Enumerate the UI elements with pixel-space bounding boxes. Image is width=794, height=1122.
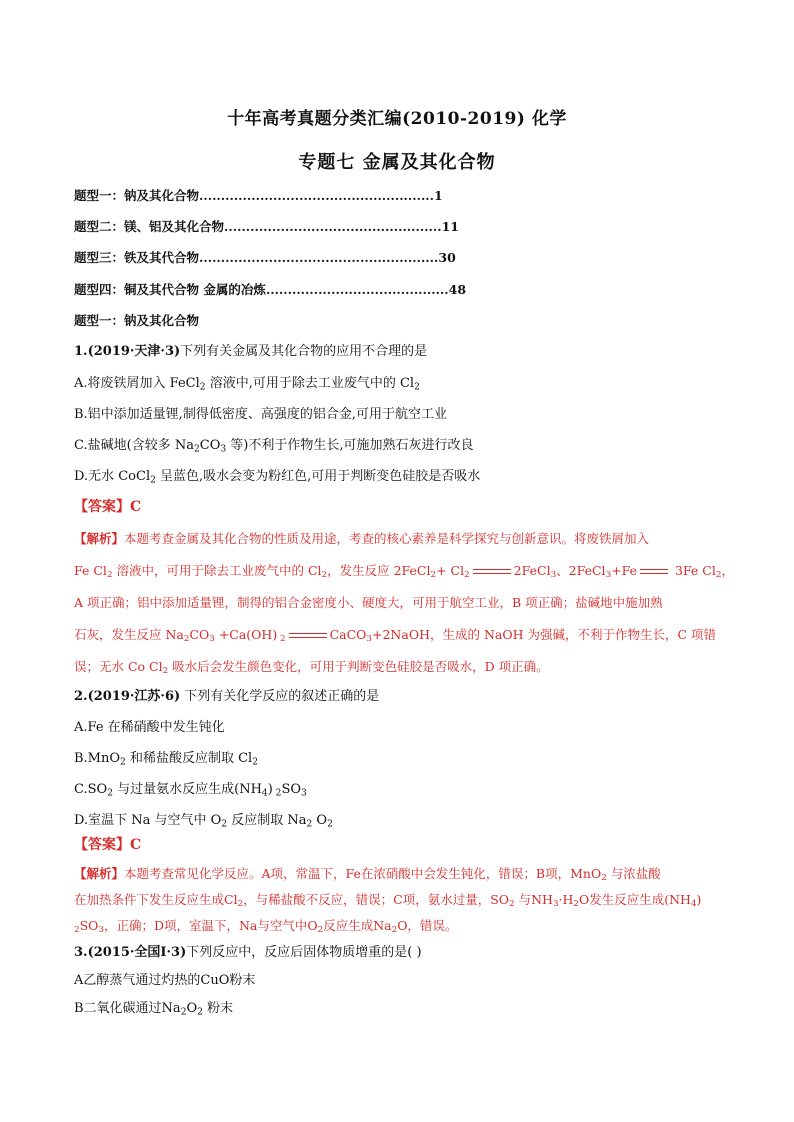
question-1-stem: [74, 343, 734, 361]
question-3-option-a: [74, 972, 734, 990]
equals-sign-icon: [289, 631, 327, 641]
subscript: 3: [301, 788, 307, 799]
subscript: 2: [162, 666, 169, 677]
text-run: C.SO: [74, 782, 108, 797]
toc-page: 1: [434, 188, 443, 203]
subscript: 2: [509, 899, 515, 910]
subscript: 2: [180, 1007, 187, 1018]
analysis-text: [124, 531, 649, 546]
text-run: + Cl: [436, 563, 465, 578]
subscript: 3: [552, 899, 559, 910]
text-run: Fe Cl: [74, 563, 107, 578]
analysis-text: [124, 866, 661, 884]
question-source: 3.(2015·全国Ⅰ·3): [74, 945, 187, 960]
toc-label: 题型二：镁、铝及其化合物: [74, 219, 225, 234]
subscript: 2: [391, 925, 398, 936]
question-text: 下列有关化学反应的叙述正确的是: [180, 689, 380, 704]
subscript: 2: [414, 382, 420, 393]
toc-entry[interactable]: [74, 187, 734, 205]
question-source: 1.(2019·天津·3): [74, 344, 181, 359]
text-run: 溶液中，可用于除去工业废气中的 Cl: [112, 563, 322, 578]
text-run: O发生反应生成(NH: [578, 892, 691, 907]
question-2-analysis-line: [74, 891, 734, 909]
toc-label: 题型三：铁及其代合物: [74, 250, 200, 265]
question-2-answer: [74, 836, 734, 854]
text-run: D.室温下 Na 与空气中 O: [74, 813, 222, 828]
text-run: CO: [189, 627, 210, 642]
text-run: ，: [721, 563, 734, 578]
toc-leader: ......................................................: [199, 188, 435, 203]
text-run: SO: [281, 782, 302, 797]
text-run: A 项正确；铝中添加适量锂，制得的铝合金密度小、硬度大，可用于航空工业，B 项正确；盐碱地中施加熟: [74, 595, 663, 610]
analysis-tag: 【解析】: [74, 866, 125, 881]
subscript: 2: [573, 899, 579, 910]
subscript: 3: [98, 925, 104, 936]
question-1-analysis-line: [74, 658, 734, 676]
toc-entry[interactable]: [74, 218, 734, 236]
question-2-analysis-line: [74, 917, 734, 935]
toc-page: 48: [448, 282, 467, 297]
text-run: ): [267, 782, 273, 797]
toc-entry[interactable]: [74, 281, 734, 299]
subscript: 2: [150, 475, 156, 486]
subscript: 3: [209, 634, 215, 645]
chapter-title: 专题七 金属及其化合物: [298, 152, 496, 173]
question-1-option-d: [74, 468, 734, 486]
question-1-analysis-line: [74, 594, 734, 612]
subscript: 3: [605, 570, 612, 581]
subscript: 2: [430, 570, 437, 581]
subscript: 2: [74, 925, 80, 936]
text-run: C.盐碱地(含较多 Na: [74, 438, 194, 453]
text-run: 3Fe Cl: [671, 563, 716, 578]
text-run: SO: [79, 918, 99, 933]
question-3-option-b: [74, 1000, 734, 1018]
question-1-option-b: [74, 406, 734, 424]
text-run: A.将废铁屑加入 FeCl: [74, 376, 200, 391]
question-source: 2.(2019·江苏·6): [74, 689, 181, 704]
subscript: 2: [317, 925, 324, 936]
text-run: B.铝中添加适量锂,制得低密度、高强度的铝合金,可用于航空工业: [74, 407, 447, 422]
subscript: 2: [197, 1007, 203, 1018]
question-1-answer: [74, 498, 734, 516]
analysis-tag: 【解析】: [74, 531, 125, 546]
question-2-option-c: [74, 781, 734, 799]
text-run: CO: [199, 438, 221, 453]
text-run: 等)不利于作物生长,可施加熟石灰进行改良: [226, 438, 474, 453]
toc-entry[interactable]: [74, 249, 734, 267]
equals-sign-icon: [473, 567, 511, 577]
text-run: 与浓盐酸: [606, 866, 661, 881]
text-run: ): [696, 892, 702, 907]
text-run: A乙醇蒸气通过灼热的CuO粉末: [74, 973, 256, 988]
text-run: 溶液中,可用于除去工业废气中的 Cl: [205, 376, 415, 391]
answer-value: C: [130, 837, 142, 853]
toc-label: 题型四：铜及其代合物 金属的冶炼: [74, 282, 266, 297]
equals-sign-icon: [640, 567, 668, 577]
question-2-analysis-line: [74, 865, 734, 883]
text-run: +Fe: [611, 563, 638, 578]
text-run: 粉末: [202, 1001, 234, 1016]
text-run: 石灰，发生反应 Na: [74, 627, 184, 642]
text-run: O: [312, 813, 328, 828]
question-2-stem: [74, 688, 734, 706]
text-run: +Ca(OH): [214, 627, 278, 642]
subscript: 3: [550, 570, 557, 581]
text-run: ·H: [558, 892, 574, 907]
text-run: O: [186, 1001, 198, 1016]
subscript: 2: [715, 570, 722, 581]
subscript: 2: [106, 570, 113, 581]
question-2-option-d: [74, 812, 734, 830]
question-2-option-a: [74, 719, 734, 737]
toc-leader: ..........................................: [265, 282, 449, 297]
subscript: 2: [464, 570, 470, 581]
subscript: 2: [107, 788, 113, 799]
subscript: 2: [327, 819, 333, 830]
text-run: ，与稀盐酸不反应，错误；C项，氨水过量，SO: [243, 892, 510, 907]
answer-tag: 【答案】: [74, 499, 130, 515]
text-run: +2NaOH，生成的 NaOH 为强碱，不利于作物生长，C 项错: [372, 627, 716, 642]
text-run: 本题考查常见化学反应。A项，常温下，Fe在浓硝酸中会发生钝化，错误；B项，MnO: [124, 866, 602, 881]
toc-page: 30: [438, 250, 456, 265]
text-run: D.无水 CoCl: [74, 469, 151, 484]
text-run: 与NH: [514, 892, 553, 907]
subscript: 2: [183, 634, 190, 645]
subscript: 2: [193, 444, 200, 455]
answer-tag: 【答案】: [74, 837, 130, 853]
text-run: 反应制取 Na: [227, 813, 307, 828]
document-title: 十年高考真题分类汇编(2010-2019) 化学: [227, 109, 567, 129]
text-run: CaCO: [329, 627, 367, 642]
toc-label: 题型一：钠及其化合物: [74, 188, 200, 203]
text-run: 在加热条件下发生反应生成Cl: [74, 892, 238, 907]
toc-leader: ..................................................: [224, 219, 442, 234]
answer-value: C: [130, 499, 142, 515]
text-run: 和稀盐酸反应制取 Cl: [125, 751, 253, 766]
subscript: 2: [272, 788, 282, 799]
subscript: 2: [601, 873, 607, 884]
text-run: 误；无水 Co Cl: [74, 659, 163, 674]
question-text: 下列有关金属及其化合物的应用不合理的是: [180, 344, 428, 359]
subscript: 4: [690, 899, 697, 910]
subscript: 2: [252, 757, 258, 768]
text-run: ，正确；D项，室温下，Na与空气中O: [103, 918, 318, 933]
text-run: 、2FeCl: [556, 563, 606, 578]
subscript: 2: [306, 819, 313, 830]
section-heading: 题型一：钠及其化合物: [74, 313, 200, 328]
text-run: ，发生反应 2FeCl: [327, 563, 431, 578]
subscript: 2: [321, 570, 328, 581]
text-run: 反应生成Na: [323, 918, 392, 933]
subscript: 2: [277, 634, 286, 645]
text-run: O，错误。: [397, 918, 458, 933]
subscript: 3: [220, 444, 227, 455]
text-run: 与过量氨水反应生成(NH: [112, 782, 262, 797]
subscript: 2: [199, 382, 206, 393]
text-run: 吸水后会发生颜色变化，可用于判断变色硅胶是否吸水，D 项正确。: [168, 659, 549, 674]
question-1-option-c: [74, 437, 734, 455]
text-run: B.MnO: [74, 751, 121, 766]
question-1-analysis-line: [74, 626, 734, 644]
question-3-stem: [74, 944, 734, 962]
subscript: 4: [261, 788, 268, 799]
question-1-analysis-line: [74, 562, 734, 580]
toc-leader: .......................................................: [199, 250, 439, 265]
text-run: A.Fe 在稀硝酸中发生钝化: [74, 720, 225, 735]
subscript: 2: [237, 899, 244, 910]
text-run: 2FeCl: [513, 563, 551, 578]
text-run: 呈蓝色,吸水会变为粉红色,可用于判断变色硅胶是否吸水: [155, 469, 481, 484]
question-1-option-a: [74, 375, 734, 393]
question-1-analysis-line: [74, 530, 734, 548]
text-run: B二氧化碳通过Na: [74, 1001, 181, 1016]
question-2-option-b: [74, 750, 734, 768]
subscript: 3: [366, 634, 372, 645]
question-text: 下列反应中，反应后固体物质增重的是( ): [186, 945, 422, 960]
subscript: 2: [120, 757, 126, 768]
text-run: 本题考查金属及其化合物的性质及用途，考查的核心素养是科学探究与创新意识。将废铁屑加入: [124, 531, 650, 546]
subscript: 2: [221, 819, 228, 830]
toc-page: 11: [441, 219, 460, 234]
